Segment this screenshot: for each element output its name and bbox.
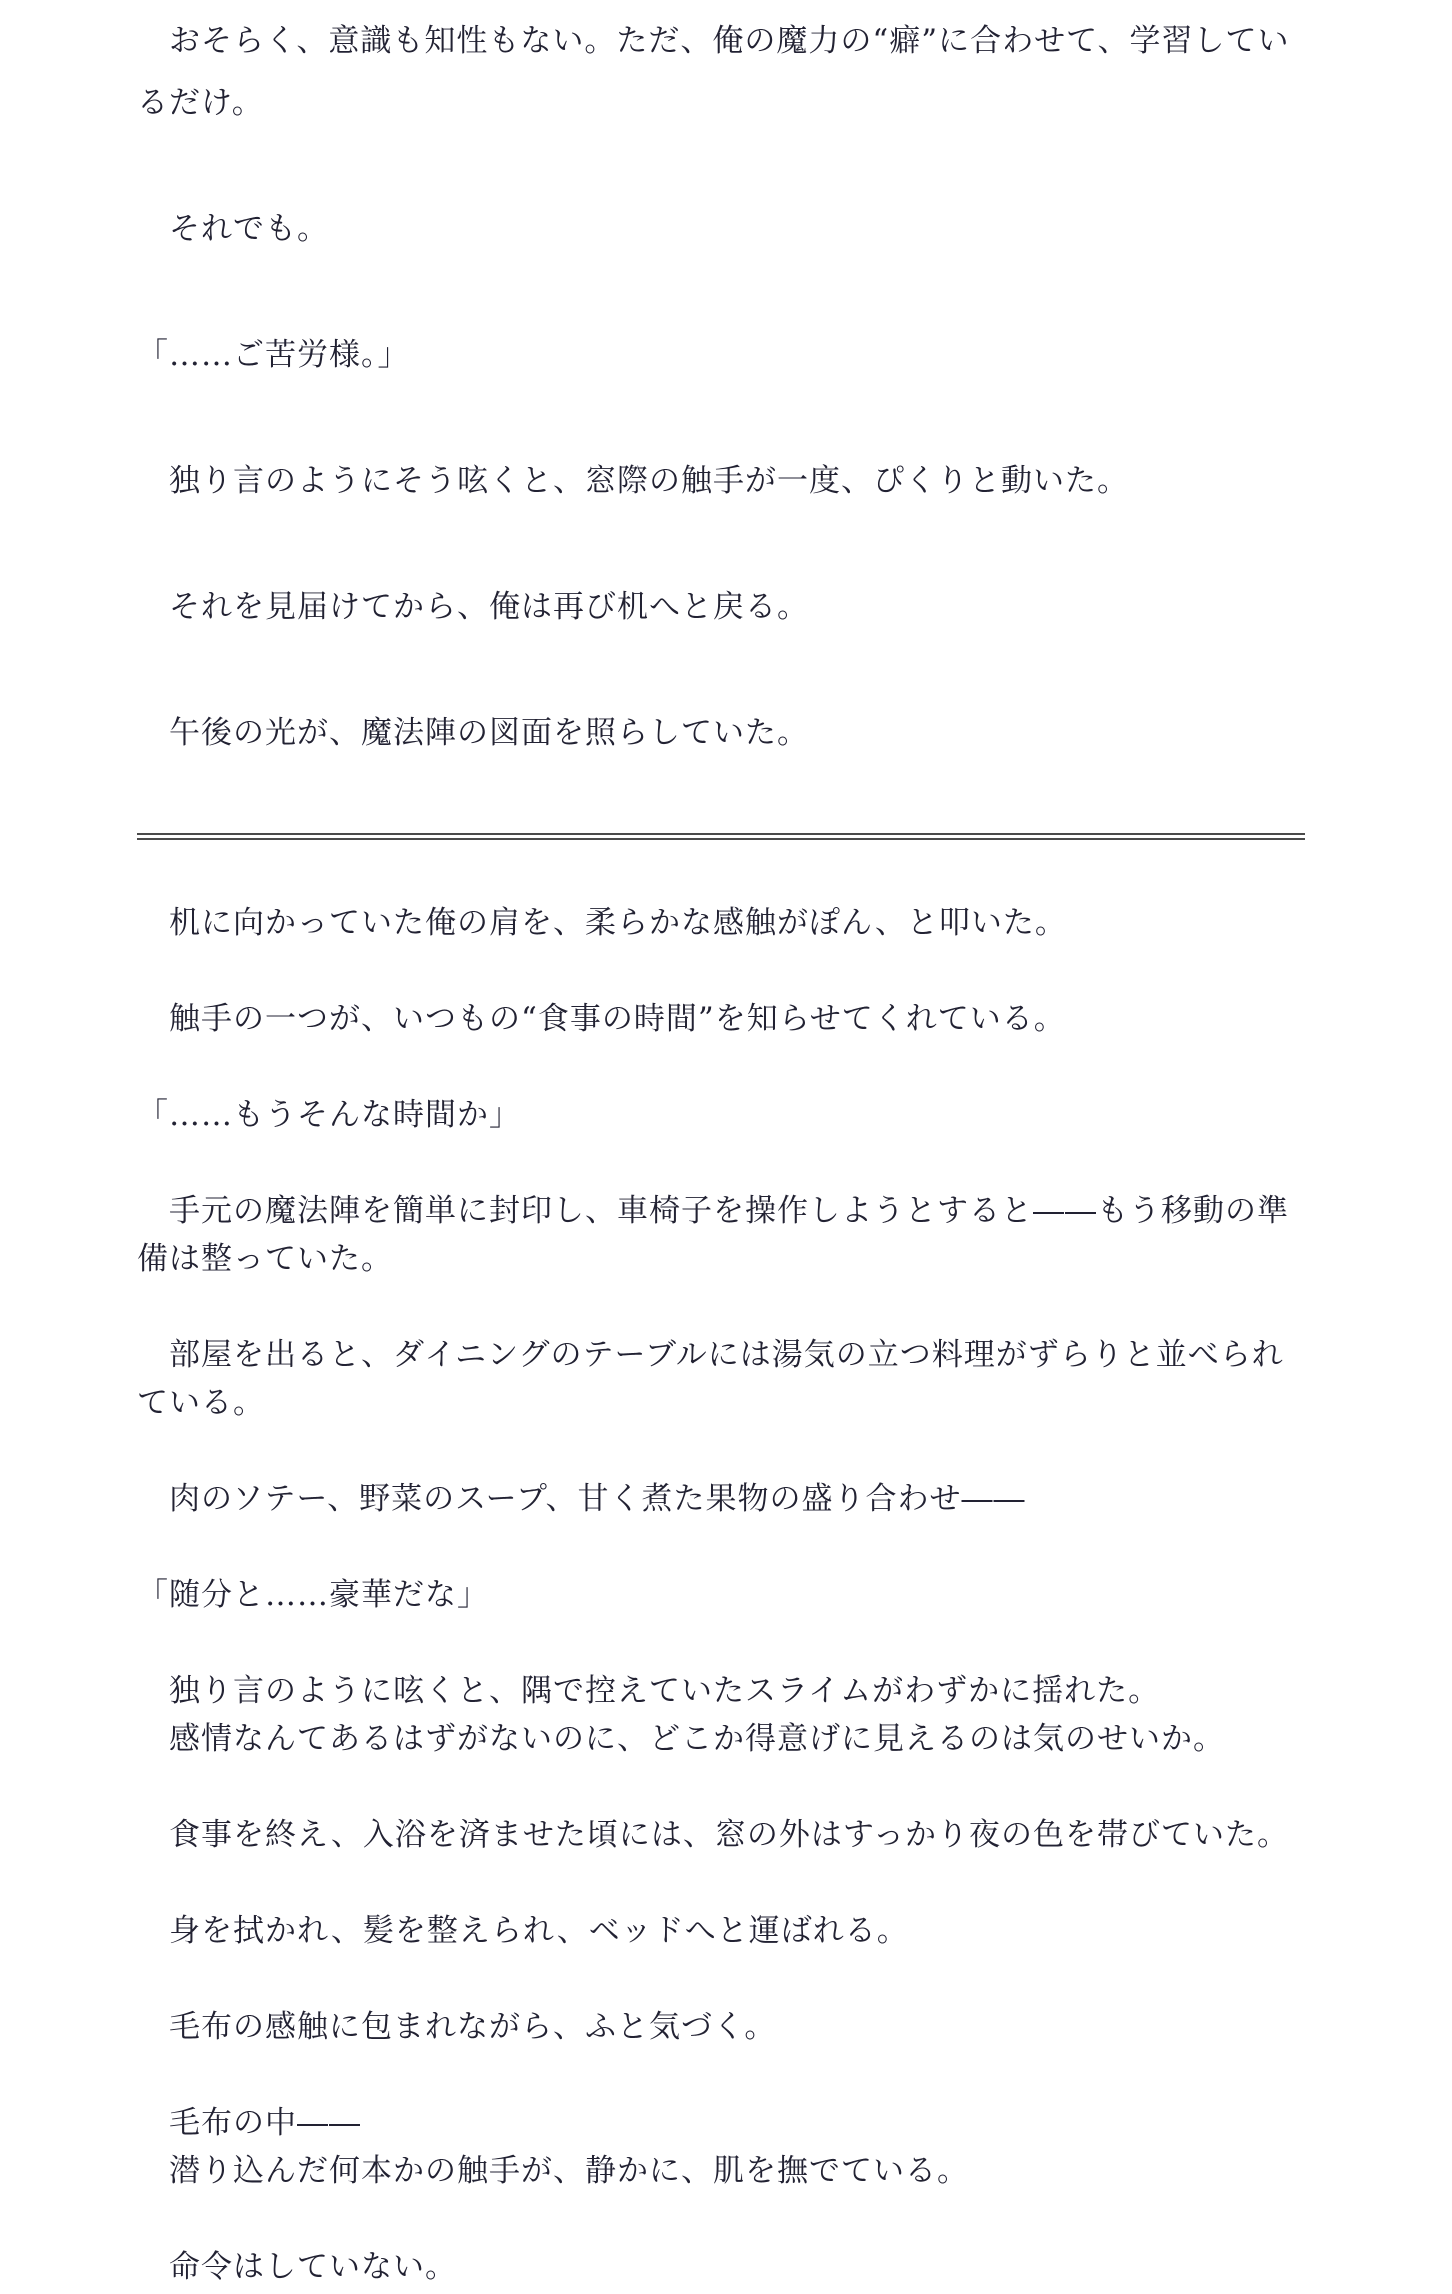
paragraph: 命令はしていない。: [137, 2249, 457, 2285]
text-section-1: [137, 10, 1305, 764]
paragraph-gap: [137, 1139, 1305, 1187]
paragraph: 「……もうそんな時間か」: [137, 1097, 521, 1133]
paragraph-gap: [137, 947, 1305, 995]
paragraph-gap: [137, 1043, 1305, 1091]
paragraph: おそらく、意識も知性もない。ただ、俺の魔力の“癖”に合わせて、学習しているだけ。: [137, 23, 1290, 121]
paragraph: 部屋を出ると、ダイニングのテーブルには湯気の立つ料理がずらりと並べられている。: [137, 1337, 1284, 1421]
paragraph: 独り言のように呟くと、隅で控えていたスライムがわずかに揺れた。 感情なんてあるはずがないのに、どこか得意げに見えるのは気のせいか。: [168, 1673, 1225, 1757]
paragraph-gap: [137, 2195, 1305, 2243]
paragraph: 独り言のようにそう呟くと、窓際の触手が一度、ぴくりと動いた。: [137, 463, 1129, 499]
paragraph-gap: [137, 134, 1305, 198]
paragraph: 机に向かっていた俺の肩を、柔らかな感触がぽん、と叩いた。: [137, 905, 1067, 941]
paragraph-gap: [137, 260, 1305, 324]
paragraph: 食事を終え、入浴を済ませた頃には、窓の外はすっかり夜の色を帯びていた。: [137, 1817, 1289, 1853]
paragraph: それを見届けてから、俺は再び机へと戻る。: [137, 589, 809, 625]
paragraph: 肉のソテー、野菜のスープ、甘く煮た果物の盛り合わせ――: [137, 1481, 1026, 1517]
paragraph: 「随分と……豪華だな」: [137, 1577, 489, 1613]
paragraph-gap: [137, 512, 1305, 576]
paragraph: 毛布の中―― 潜り込んだ何本かの触手が、静かに、肌を撫でている。: [168, 2105, 969, 2189]
paragraph-gap: [137, 1427, 1305, 1475]
paragraph: 午後の光が、魔法陣の図面を照らしていた。: [137, 715, 809, 751]
section-divider: [137, 833, 1305, 840]
paragraph: それでも。: [137, 211, 329, 247]
paragraph-gap: [137, 1955, 1305, 2003]
paragraph: 「……ご苦労様。」: [137, 337, 410, 373]
paragraph-gap: [137, 1619, 1305, 1667]
paragraph-gap: [137, 386, 1305, 450]
paragraph: 毛布の感触に包まれながら、ふと気づく。: [137, 2009, 777, 2045]
paragraph-gap: [137, 638, 1305, 702]
paragraph: 触手の一つが、いつもの“食事の時間”を知らせてくれている。: [137, 1001, 1066, 1037]
text-section-2: [137, 899, 1305, 2291]
paragraph-gap: [137, 1763, 1305, 1811]
paragraph: 身を拭かれ、髪を整えられ、ベッドへと運ばれる。: [137, 1913, 909, 1949]
paragraph-gap: [137, 1859, 1305, 1907]
paragraph-gap: [137, 1283, 1305, 1331]
paragraph: 手元の魔法陣を簡単に封印し、車椅子を操作しようとすると――もう移動の準備は整っていた。: [137, 1193, 1289, 1277]
paragraph-gap: [137, 1523, 1305, 1571]
paragraph-gap: [137, 2051, 1305, 2099]
